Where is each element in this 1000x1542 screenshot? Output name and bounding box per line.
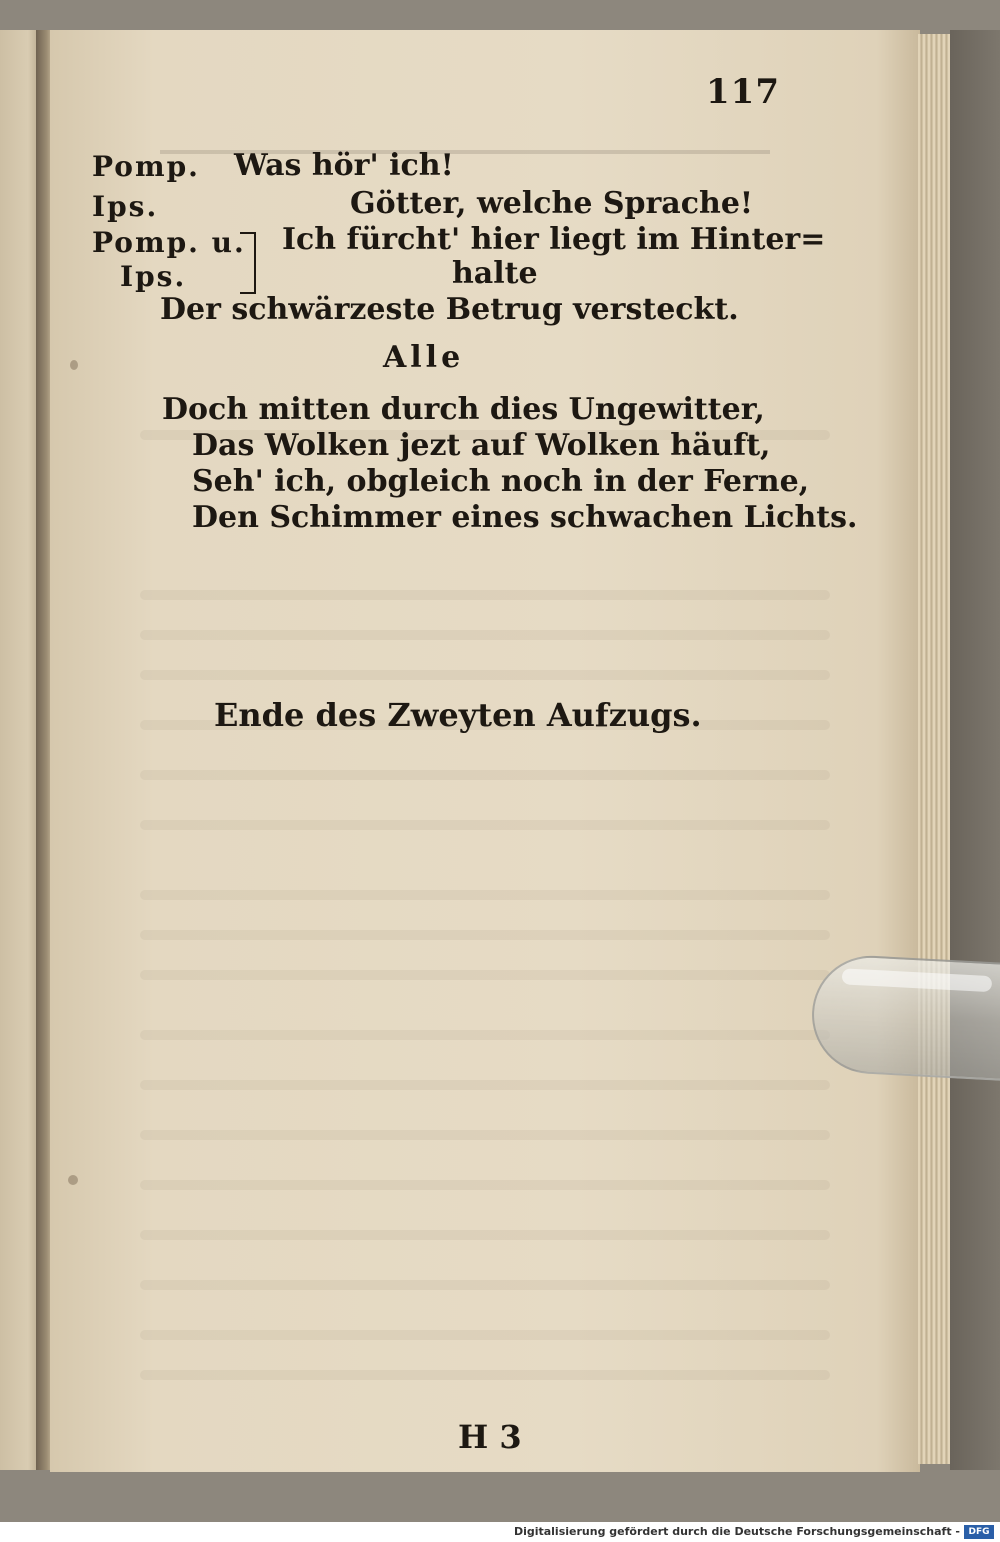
speaker-label: Ips. bbox=[120, 260, 187, 293]
show-through-text bbox=[140, 1280, 830, 1290]
dialogue-line: Götter, welche Sprache! bbox=[350, 186, 754, 221]
dialogue-line: Was hör' ich! bbox=[234, 148, 454, 183]
background-surface bbox=[950, 30, 1000, 1470]
chorus-line: Doch mitten durch dies Ungewitter, bbox=[162, 392, 765, 427]
paper-spot bbox=[68, 1175, 78, 1185]
dfg-logo-icon: DFG bbox=[964, 1525, 994, 1539]
dialogue-line: Der schwärzeste Betrug versteckt. bbox=[160, 292, 739, 327]
show-through-text bbox=[140, 1030, 830, 1040]
show-through-text bbox=[140, 770, 830, 780]
dialogue-line: Ich fürcht' hier liegt im Hinter= bbox=[282, 222, 826, 257]
speaker-label: Ips. bbox=[92, 190, 159, 223]
show-through-text bbox=[140, 930, 830, 940]
signature-mark: H 3 bbox=[458, 1418, 522, 1456]
chorus-heading: Alle bbox=[383, 340, 465, 375]
credit-bar bbox=[0, 1522, 1000, 1542]
page-block-edge bbox=[918, 34, 954, 1464]
page-number: 117 bbox=[706, 72, 780, 112]
paper-spot bbox=[70, 360, 78, 370]
show-through-text bbox=[140, 890, 830, 900]
show-through-text bbox=[140, 1230, 830, 1240]
show-through-text bbox=[140, 1130, 830, 1140]
show-through-text bbox=[140, 670, 830, 680]
speaker-label: Pomp. u. bbox=[92, 226, 246, 259]
show-through-text bbox=[140, 590, 830, 600]
show-through-text bbox=[140, 630, 830, 640]
show-through-text bbox=[140, 1080, 830, 1090]
show-through-text bbox=[140, 1330, 830, 1340]
speaker-label: Pomp. bbox=[92, 150, 200, 183]
show-through-text bbox=[140, 1370, 830, 1380]
clip-highlight bbox=[842, 968, 993, 992]
credit-text: Digitalisierung gefördert durch die Deutsche Forschungsgemeinschaft - bbox=[513, 1525, 960, 1538]
chorus-line: Das Wolken jezt auf Wolken häuft, bbox=[192, 428, 771, 463]
previous-page-edge bbox=[0, 30, 40, 1470]
dialogue-line: halte bbox=[452, 256, 538, 291]
show-through-text bbox=[140, 820, 830, 830]
act-end-heading: Ende des Zweyten Aufzugs. bbox=[214, 696, 702, 734]
page-clip bbox=[809, 953, 1000, 1081]
show-through-text bbox=[140, 1180, 830, 1190]
chorus-line: Seh' ich, obgleich noch in der Ferne, bbox=[192, 464, 810, 499]
speaker-bracket bbox=[240, 232, 256, 294]
show-through-text bbox=[140, 970, 830, 980]
chorus-line: Den Schimmer eines schwachen Lichts. bbox=[192, 500, 858, 535]
